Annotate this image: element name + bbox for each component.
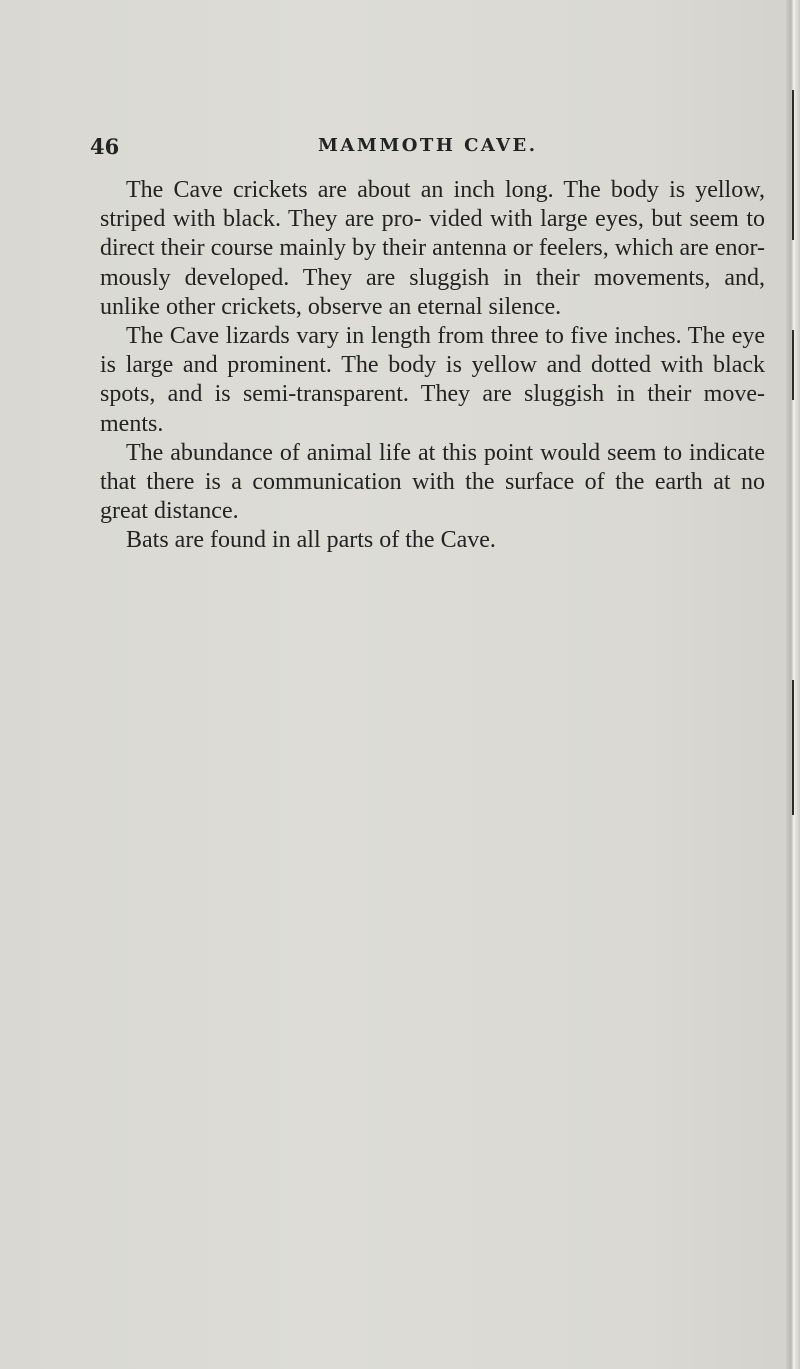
page-number: 46: [90, 134, 120, 159]
page-edge: [786, 0, 800, 1369]
running-head: [90, 134, 650, 164]
body-text: [100, 176, 765, 556]
running-title: MAMMOTH CAVE.: [318, 135, 538, 156]
paragraph-crickets: The Cave crickets are about an inch long. The body is yellow, striped with black. They are pro- vided with large eyes, but seem to direct their course mainly by their antenna or feelers, which are enor- mously developed. They are sluggish in their movements, and, unlike other crickets, observe an eternal silence.: [100, 177, 765, 320]
edge-mark: [792, 680, 794, 770]
paragraph-bats: Bats are found in all parts of the Cave.: [126, 527, 496, 554]
paragraph-lizards: The Cave lizards vary in length from three to five inches. The eye is large and prominent. The body is yellow and dotted with black spots, and is semi-transparent. They are sluggish in their move- ments.: [100, 323, 765, 437]
edge-mark: [792, 330, 794, 400]
paragraph-animal-life: The abundance of animal life at this point would seem to indicate that there is a communication with the surface of the earth at no great distance.: [100, 439, 765, 525]
edge-mark: [792, 760, 794, 815]
edge-mark: [792, 90, 794, 240]
